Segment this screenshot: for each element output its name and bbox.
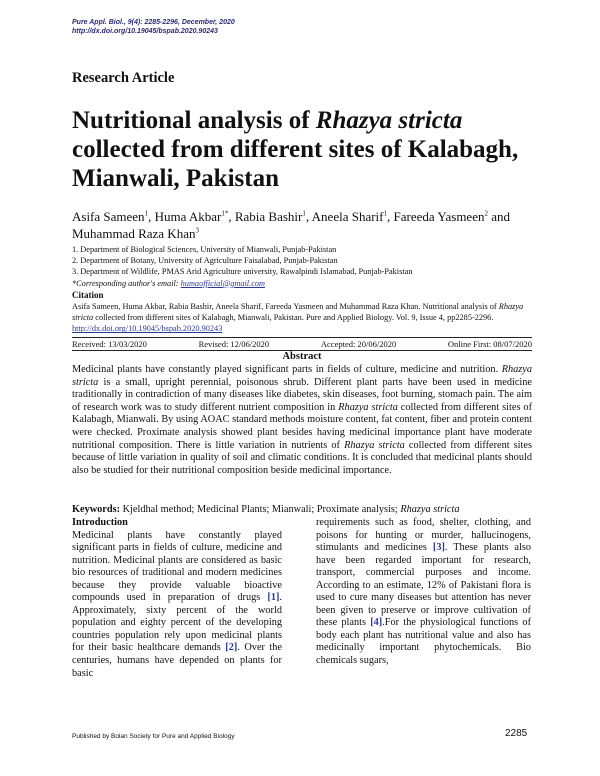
abstract-part: collected from different sites because of little variation in quality of soil and climatic conditions. It is concluded that medicinal plants should also be studied for their nutritional composition beside medicinal importance. — [72, 439, 532, 476]
abstract-text — [72, 364, 532, 477]
intro-column-right — [316, 517, 531, 668]
author: Asifa Sameen — [72, 209, 145, 224]
abstract-part: collected from different sites of Kalabagh, Mianwali. By using AOAC standard methods moisture content, fat content, fiber and protein content were checked. Proximate analysis showed plant besides having medicinal importance plant have moderate nutritional composition. There is little variation in nutrients of — [72, 401, 532, 451]
reference-link[interactable]: [4] — [370, 617, 383, 629]
abstract-heading: Abstract — [282, 351, 322, 362]
paper-title — [72, 106, 532, 193]
author-sup: 1 — [144, 209, 149, 218]
author-sup: 1 — [302, 209, 306, 218]
abstract-part: Medicinal plants have constantly played significant parts in fields of culture, medicine and nutrition. — [72, 364, 502, 375]
keywords — [72, 504, 532, 517]
footer-publisher: Published by Bolan Society for Pure and Applied Biology — [72, 733, 235, 740]
author: , Rabia Bashir — [228, 209, 303, 224]
keywords-list: Kjeldhal method; Medicinal Plants; Mianwali; Proximate analysis; — [120, 504, 401, 515]
received-date: Received: 13/03/2020 — [72, 339, 147, 349]
affiliation: 3. Department of Wildlife, PMAS Arid Agriculture university, Rawalpindi Islamabad, Punjab-Pakistan — [72, 267, 413, 277]
journal-header — [72, 18, 235, 36]
dates-row — [72, 339, 532, 349]
citation-text — [72, 301, 532, 335]
affiliation: 2. Department of Botany, University of Agriculture Faisalabad, Punjab-Pakistan — [72, 256, 338, 266]
page-number: 2285 — [505, 728, 528, 739]
reference-link[interactable]: [1] — [267, 592, 280, 604]
intro-text: . These plants also have been regarded important for research, transport, commercial purposes and income. According to an estimate, 12% of Pakistani flora is used to cure many diseases but attention has never been given to preserve or improve cultivation of these plants — [316, 542, 531, 629]
author-sup: 3 — [195, 226, 199, 235]
author: and Muhammad Raza Khan — [72, 209, 511, 241]
title-species: Rhazya stricta — [315, 107, 463, 134]
affiliation: 1. Department of Biological Sciences, University of Mianwali, Punjab-Pakistan — [72, 245, 337, 254]
keywords-label: Keywords: — [72, 504, 121, 515]
abstract-part: is a small, upright perennial, poisonous shrub. Different plant parts have been used in medicine traditionally in contradiction of many diseases like diabetes, skin diseases, foot burning, stomach pain. The aim of research work was to study different nutrient composition in — [72, 376, 532, 413]
title-part2: collected from different sites of Kalabagh, Mianwali, Pakistan — [72, 136, 519, 192]
intro-heading: Introduction — [72, 517, 128, 528]
online-date: Online First: 08/07/2020 — [447, 339, 532, 349]
journal-doi-link[interactable]: http://dx.doi.org/10.19045/bspab.2020.90243 — [72, 28, 218, 35]
article-type: Research Article — [72, 70, 175, 86]
author-list — [72, 208, 532, 242]
citation-part: Asifa Sameen, Huma Akbar, Rabia Bashir, Aneela Sharif, Fareeda Yasmeen and Muhammad Raza Khan. Nutritional analysis of — [72, 302, 499, 311]
intro-text: .For the physiological functions of body each plant has nutritional value and also has medicinally important phytochemicals. Bio chemicals sugars, — [316, 617, 531, 667]
intro-text: . Over the centuries, humans have depended on plants for basic — [72, 642, 282, 679]
citation-species: Rhazya stricta — [72, 302, 524, 323]
divider — [72, 337, 532, 338]
abstract-species: Rhazya stricta — [72, 364, 532, 388]
abstract-species: Rhazya stricta — [344, 439, 405, 451]
affiliations — [72, 244, 532, 289]
reference-link[interactable]: [3] — [432, 542, 445, 554]
abstract-species: Rhazya stricta — [338, 401, 398, 413]
author-sup: 2 — [484, 209, 488, 218]
intro-text: Medicinal plants have constantly played significant parts in fields of culture, medicine and nutrition. Medicinal plants are considered as basic bio resources of traditional and modern medicines because they provide valuable bioactive compounds used in preparation of drugs — [72, 529, 282, 604]
author: , Aneela Sharif — [305, 209, 384, 224]
title-part1: Nutritional analysis of — [72, 107, 316, 134]
accepted-date: Accepted: 20/06/2020 — [320, 339, 397, 349]
citation-doi-link[interactable]: http://dx.doi.org/10.19045/bspab.2020.90243 — [72, 324, 223, 334]
revised-date: Revised: 12/06/2020 — [198, 339, 270, 349]
author: , Fareeda Yasmeen — [387, 209, 485, 224]
author-sup: 1 — [383, 209, 387, 218]
keywords-species: Rhazya stricta — [400, 504, 460, 515]
corresponding-label: *Corresponding author's email: — [72, 278, 181, 288]
author: , Huma Akbar — [148, 209, 222, 224]
author-sup: 1* — [221, 209, 229, 218]
reference-link[interactable]: [2] — [225, 642, 238, 654]
corresponding-author — [72, 278, 532, 289]
citation-heading: Citation — [72, 290, 104, 300]
intro-text: . Approximately, sixty percent of the world population and eighty percent of the developing countries population rely upon medicinal plants for their basic healthcare demands — [72, 592, 282, 654]
intro-column-left — [72, 517, 282, 680]
intro-text: requirements such as food, shelter, clothing, and poisons for hunting or murder, hallucinogens, stimulants and medicines — [316, 517, 531, 554]
corresponding-email-link[interactable]: humaofficial@gmail.com — [180, 278, 266, 288]
journal-citation: Pure Appl. Biol., 9(4): 2285-2296, December, 2020 — [72, 19, 235, 26]
citation-part: collected from different sites of Kalabagh, Mianwali, Pakistan. Pure and Applied Biology. Vol. 9, Issue 4, pp2285-2296. — [93, 313, 494, 323]
